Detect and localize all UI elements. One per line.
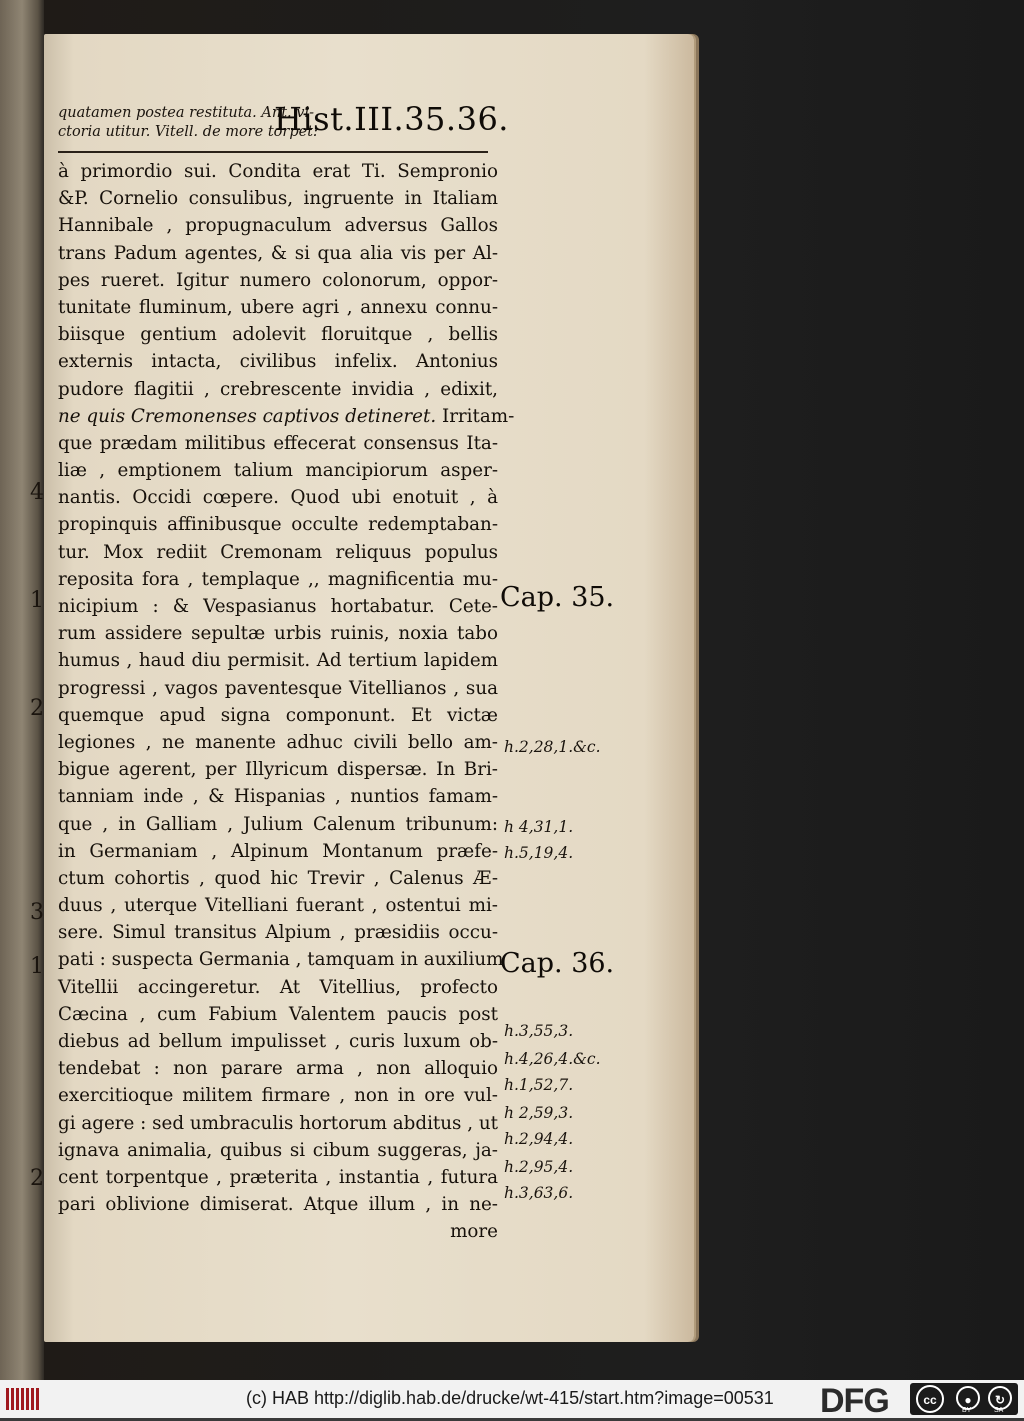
page-title: Hist.III.35.36. [274, 100, 509, 138]
dfg-logo: DFG [820, 1382, 889, 1420]
margin-reference: h 2,59,3. [504, 1104, 574, 1122]
text-line: legiones , ne manente adhuc civili bello am- [58, 731, 498, 753]
share-alike-icon: ↻ [988, 1386, 1012, 1410]
margin-reference: h.3,55,3. [504, 1022, 574, 1040]
text-line: exercitioque militem firmare , non in ore vul- [58, 1085, 498, 1107]
text-line: ctum cohortis , quod hic Trevir , Calenus Æ- [58, 867, 498, 889]
margin-notes [500, 0, 680, 1380]
margin-reference: h 4,31,1. [504, 818, 574, 836]
text-line: tunitate fluminum, ubere agri , annexu connu- [58, 296, 498, 318]
cc-license-badge[interactable] [910, 1383, 1018, 1415]
text-line: tur. Mox rediit Cremonam reliquus populus [58, 541, 498, 563]
hab-logo-icon [6, 1388, 40, 1410]
text-line: more [450, 1221, 498, 1243]
margin-reference: h.2,94,4. [504, 1130, 574, 1148]
text-line: propinquis affinibusque occulte redemptaban- [58, 514, 498, 536]
text-line: rum assidere sepultæ urbis ruinis, noxia tabo [58, 623, 498, 645]
text-line: ne quis Cremonenses captivos detineret. Irritam- [58, 405, 515, 427]
text-line: biisque gentium adolevit floruitque , bellis [58, 324, 498, 346]
chapter-marker-36: Cap. 36. [500, 948, 615, 979]
text-line: gi agere : sed umbraculis hortorum abditus , ut [58, 1112, 498, 1134]
margin-reference: h.2,95,4. [504, 1158, 574, 1176]
sa-label: SA [994, 1407, 1004, 1414]
text-line: que , in Galliam , Julium Calenum tribunum: [58, 813, 498, 835]
by-label: BY [962, 1407, 972, 1414]
inner-numeral: 1 [30, 954, 44, 979]
text-line: tendebat : non parare arma , non alloquio [58, 1058, 498, 1080]
text-line: quemque apud signa componunt. Et victæ [58, 704, 498, 726]
text-line: &P. Cornelio consulibus, ingruente in Italiam [58, 188, 498, 210]
text-line: que prædam militibus effecerat consensus Ita- [58, 432, 498, 454]
header-summary-line: quatamen postea restituta. Ant. vi- [58, 105, 314, 121]
text-line: pes rueret. Igitur numero colonorum, oppor- [58, 269, 498, 291]
body-text [58, 158, 515, 1246]
inner-numeral: 1 [30, 588, 44, 613]
text-line: cent torpentque , præterita , instantia , futura [58, 1166, 498, 1188]
text-line: in Germaniam , Alpinum Montanum præfe- [58, 840, 498, 862]
by-person-icon: ● [956, 1386, 980, 1410]
margin-reference: h.4,26,4.&c. [504, 1050, 601, 1068]
text-line: pudore flagitii , crebrescente invidia , edixit, [58, 378, 498, 400]
inner-numeral: 2 [30, 1166, 44, 1191]
text-line: humus , haud diu permisit. Ad tertium lapidem [58, 650, 498, 672]
inner-numeral: 4 [30, 480, 44, 505]
text-line: tanniam inde , & Hispanias , nuntios famam- [58, 786, 498, 808]
text-line: sere. Simul transitus Alpium , præsidiis occu- [58, 922, 498, 944]
text-line: progressi , vagos paventesque Vitellianos , sua [58, 677, 498, 699]
chapter-marker-35: Cap. 35. [500, 582, 615, 613]
text-line: reposita fora , templaque ,, magnificentia mu- [58, 568, 498, 590]
text-line: bigue agerent, per Illyricum dispersæ. In Bri- [58, 759, 498, 781]
inner-numeral: 3 [30, 900, 44, 925]
viewer-footer [0, 1380, 1024, 1418]
text-line: nicipium : & Vespasianus hortabatur. Cete- [58, 596, 498, 617]
margin-reference: h.1,52,7. [504, 1076, 574, 1094]
text-line: Hannibale , propugnaculum adversus Gallos [58, 215, 498, 237]
text-line: nantis. Occidi cœpere. Quod ubi enotuit , à [58, 487, 498, 509]
margin-reference: h.2,28,1.&c. [504, 738, 601, 756]
text-line: Vitellii accingeretur. At Vitellius, profecto [58, 976, 498, 998]
text-line: trans Padum agentes, & si qua alia vis per Al- [58, 242, 498, 264]
margin-reference: h.3,63,6. [504, 1184, 574, 1202]
header-summary-line: ctoria utitur. Vitell. de more torpet: [58, 124, 318, 140]
cc-icon: cc [916, 1385, 944, 1413]
header-divider [58, 151, 488, 153]
text-line: à primordio sui. Condita erat Ti. Sempronio [58, 161, 498, 182]
text-line: pati : suspecta Germania , tamquam in auxilium [58, 949, 504, 971]
text-line: pari oblivione dimiserat. Atque illum , in ne- [58, 1194, 498, 1216]
text-line: Cæcina , cum Fabium Valentem paucis post [58, 1003, 498, 1025]
text-line: duus , uterque Vitelliani fuerant , ostentui mi- [58, 895, 498, 917]
running-header [58, 100, 509, 148]
text-line: externis intacta, civilibus infelix. Antonius [58, 351, 498, 373]
inner-numeral: 2 [30, 696, 44, 721]
text-line: diebus ad bellum impulisset , curis luxum ob- [58, 1031, 498, 1052]
margin-reference: h.5,19,4. [504, 844, 574, 862]
text-line: ignava animalia, quibus si cibum suggeras, ja- [58, 1139, 498, 1161]
italic-phrase: ne quis Cremonenses captivos detineret. [58, 405, 437, 427]
copyright-link[interactable]: (c) HAB http://diglib.hab.de/drucke/wt-415/start.htm?image=00531 [246, 1388, 774, 1408]
text-line: liæ , emptionem talium mancipiorum asper- [58, 460, 498, 482]
